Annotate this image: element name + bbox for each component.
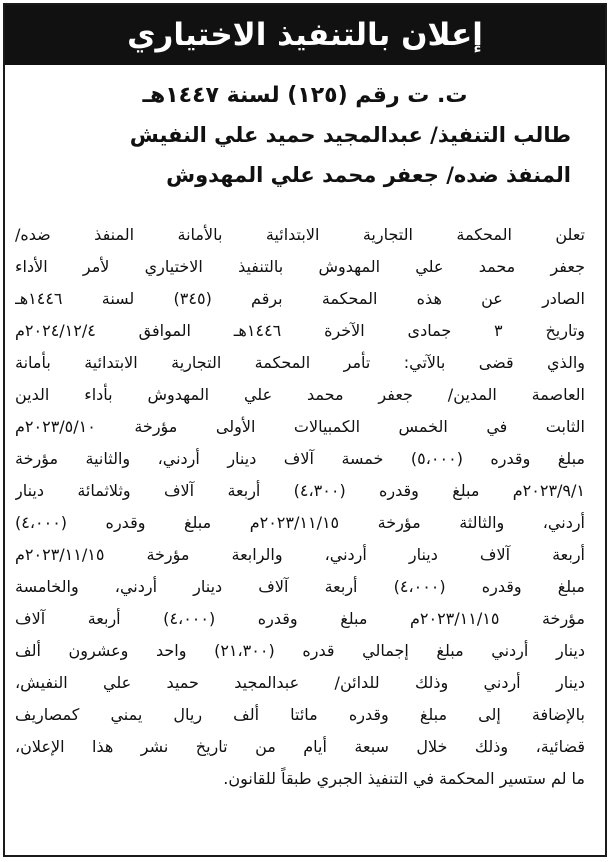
body-line: أربعة آلاف دينار أردني، والرابعة مؤرخة ٢٠٢٣/١١/١٥م (15, 545, 585, 564)
notice-headings (15, 77, 595, 195)
case-reference: ت. ت رقم (١٢٥) لسنة ١٤٤٧هـ (142, 83, 468, 108)
applicant-line: طالب التنفيذ/ عبدالمجيد حميد علي النفيش (129, 123, 571, 147)
notice-banner (5, 5, 605, 65)
notice-frame (3, 3, 607, 857)
body-line: قضائية، وذلك خلال سبعة أيام من تاريخ نشر هذا الإعلان، (15, 737, 585, 756)
body-line: تعلن المحكمة التجارية الابتدائية بالأمانة المنفذ ضده/ (15, 225, 585, 244)
body-line: وتاريخ ٣ جمادى الآخرة ١٤٤٦هـ الموافق ٢٠٢٤/١٢/٤م (15, 321, 585, 340)
body-line: بالإضافة إلى مبلغ وقدره مائتا ألف ريال يمني كمصاريف (15, 705, 585, 724)
body-line: مؤرخة ٢٠٢٣/١١/١٥م مبلغ وقدره (٤،٠٠٠) أربعة آلاف (15, 609, 585, 628)
body-line: مبلغ وقدره (٤،٠٠٠) أربعة آلاف دينار أردني، والخامسة (15, 577, 585, 596)
body-line: مبلغ وقدره (٥،٠٠٠) خمسة آلاف دينار أردني، والثانية مؤرخة (15, 449, 585, 468)
body-line: الصادر عن هذه المحكمة برقم (٣٤٥) لسنة ١٤٤٦هـ (15, 289, 585, 308)
respondent-line: المنفذ ضده/ جعفر محمد علي المهدوش (166, 163, 571, 187)
body-line: العاصمة المدين/ جعفر محمد علي المهدوش بأداء الدين (15, 385, 585, 404)
body-line-last: ما لم ستسير المحكمة في التنفيذ الجبري طبقاً للقانون. (223, 769, 585, 788)
notice-body (15, 219, 585, 795)
body-line: والذي قضى بالآتي: تأمر المحكمة التجارية الابتدائية بأمانة (15, 353, 585, 372)
body-line: ٢٠٢٣/٩/١م مبلغ وقدره (٤،٣٠٠) أربعة آلاف وثلاثمائة دينار (15, 481, 585, 500)
body-line: أردني، والثالثة مؤرخة ٢٠٢٣/١١/١٥م مبلغ وقدره (٤،٠٠٠) (15, 513, 585, 532)
body-line: دينار أردني مبلغ إجمالي قدره (٢١،٣٠٠) واحد وعشرون ألف (15, 641, 585, 660)
body-line: دينار أردني وذلك للدائن/ عبدالمجيد حميد علي النفيش، (15, 673, 585, 692)
notice-title: إعلان بالتنفيذ الاختياري (127, 16, 483, 53)
body-line: الثابت في الخمس الكمبيالات الأولى مؤرخة ٢٠٢٣/٥/١٠م (15, 417, 585, 436)
body-line: جعفر محمد علي المهدوش بالتنفيذ الاختياري لأمر الأداء (15, 257, 585, 276)
